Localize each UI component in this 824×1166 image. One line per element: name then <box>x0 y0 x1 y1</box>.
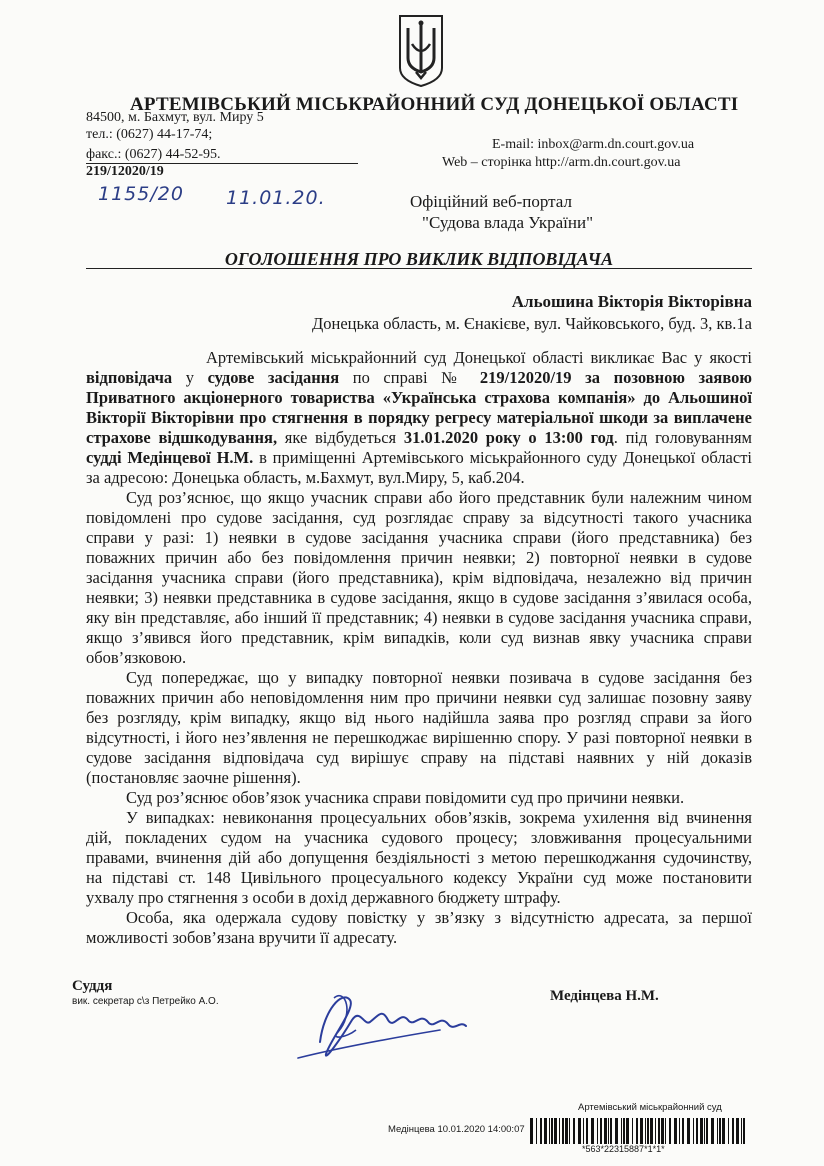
p5-line: ухвалу про стягнення з особи в дохід державного бюджету штрафу. <box>86 888 561 907</box>
p5-line: на підставі ст. 148 Цивільного процесуального кодексу України суд може постановити <box>86 868 752 887</box>
p3-line: поважних причин або неповідомлення ним про причини неявки суд залишає позовну заяву <box>86 688 752 707</box>
judge-label: Суддя <box>72 978 113 994</box>
p2-line: повідомлені про судове засідання, суд розглядає справу за відсутності такого учасника <box>86 508 752 527</box>
p1-line: за адресою: Донецька область, м.Бахмут, вул.Миру, 5, каб.204. <box>86 468 525 487</box>
p5-line: У випадках: невиконання процесуальних обов’язків, зокрема ухилення від вчинення <box>126 808 752 827</box>
p6-line: можливості зобов’язана вручити її адресату. <box>86 928 398 947</box>
court-address: 84500, м. Бахмут, вул. Миру 5 <box>86 110 264 125</box>
p3-line: Суд попереджає, що у випадку повторної неявки позивача в судове засідання без <box>126 668 752 687</box>
stamp-court-name: Артемівський міськрайонний суд <box>578 1102 722 1113</box>
portal-line-2: "Судова влада України" <box>422 213 594 232</box>
p2-line: поважних причин або без повідомлення причин неявки; 2) повторної неявки в судове <box>86 548 752 567</box>
p2-line: яку він представляє, або інший її представник; 4) неявки в судове засідання учасника справи, <box>86 608 752 627</box>
judge-name: Медінцева Н.М. <box>550 988 659 1004</box>
handwritten-date: 11.01.20. <box>226 187 326 209</box>
recipient-address: Донецька область, м. Єнакієве, вул. Чайковського, буд. 3, кв.1а <box>311 314 752 333</box>
p3-line: без розгляду, крім випадку, якщо від нього надійшла заява про розгляд справи за його <box>86 708 752 727</box>
court-website: Web – сторінка http://arm.dn.court.gov.ua <box>442 155 681 170</box>
p2-line: якщо з’явився його представник, крім випадків, коли суд визнав явку учасника справи <box>86 628 752 647</box>
p1-line: Артемівський міськрайонний суд Донецької області викликає Вас у якості <box>206 348 752 367</box>
signature-image <box>290 980 490 1070</box>
p5-line: правами, вчинення дій або допущення бездіяльності з метою перешкоджання судочинству, <box>86 848 752 867</box>
p3-line: (постановляє заочне рішення). <box>86 768 301 787</box>
portal-line-1: Офіційний веб-портал <box>410 192 572 211</box>
court-name: АРТЕМІВСЬКИЙ МІСЬКРАЙОННИЙ СУД ДОНЕЦЬКОЇ ОБЛАСТІ <box>130 94 739 115</box>
p3-line: судове засідання відповідача суд вирішує справу на підставі наявних у ній доказів <box>86 748 752 767</box>
p1-line: Приватного акціонерного товариства «Українська страхова компанія» до Альошиної <box>86 388 752 407</box>
barcode-image <box>528 1118 748 1144</box>
p2-line: обов’язковою. <box>86 648 187 667</box>
handwritten-reference: 1155/20 <box>98 183 184 205</box>
p1-line: страхове відшкодування, яке відбудеться 31.01.2020 року о 13:00 год. під головуванням <box>86 428 753 447</box>
p4-line: Суд роз’яснює обов’язок учасника справи повідомити суд про причини неявки. <box>126 788 685 807</box>
p1-line: відповідача у судове засідання по справі № 219/12020/19 за позовною заявою <box>86 368 753 387</box>
p6-line: Особа, яка одержала судову повістку у зв’язку з відсутністю адресата, за першої <box>126 908 752 927</box>
p2-line: засідання учасника справи (його представника), крім відповідача, незалежно від причин <box>86 568 752 587</box>
p2-line: Суд роз’яснює, що якщо учасник справи або його представник були належним чином <box>126 488 752 507</box>
header-divider <box>86 163 358 164</box>
case-number: 219/12020/19 <box>86 164 164 179</box>
p1-line: судді Медінцевої Н.М. в приміщенні Артемівського міськрайонного суду Донецької області <box>86 448 752 467</box>
p2-line: справи у разі: 1) неявки в судове засідання учасника справи (його представника) без <box>86 528 752 547</box>
secretary-note: вик. секретар с\з Петрейко А.О. <box>72 996 219 1007</box>
p1-line: Вікторії Вікторівни про стягнення в порядку регресу матеріальної шкоди за виплачене <box>86 408 752 427</box>
court-email: E-mail: inbox@arm.dn.court.gov.ua <box>492 137 695 152</box>
registration-stamp: Медінцева 10.01.2020 14:00:07 <box>388 1124 525 1135</box>
title-underline <box>86 268 752 269</box>
p5-line: дій, покладених судом на учасника судового процесу; зловживання процесуальними <box>86 828 752 847</box>
p3-line: відсутності, і його нез’явлення не перешкоджає вирішенню спору. У разі повторної неявки в <box>86 728 752 747</box>
court-fax: факс.: (0627) 44-52-95. <box>86 147 221 162</box>
barcode-number: *563*22315887*1*1* <box>582 1144 665 1154</box>
recipient-name: Альошина Вікторія Вікторівна <box>511 292 752 311</box>
notice-title: ОГОЛОШЕННЯ ПРО ВИКЛИК ВІДПОВІДАЧА <box>224 249 614 269</box>
court-phone: тел.: (0627) 44-17-74; <box>86 127 213 142</box>
coat-of-arms-icon <box>398 14 444 88</box>
p2-line: неявки; 3) неявки представника в судове засідання, якщо в судове засідання з’явилася особа, <box>86 588 752 607</box>
